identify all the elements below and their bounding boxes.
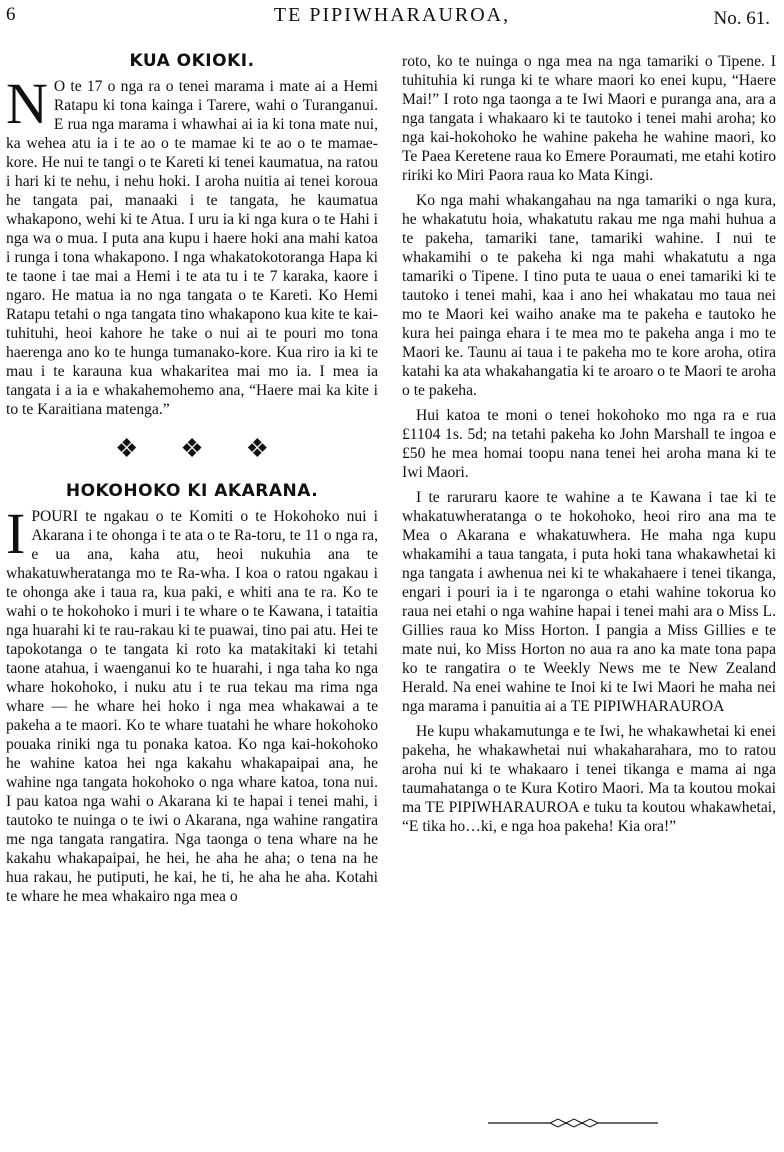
page-number: 6 (6, 4, 16, 25)
drop-cap: N (6, 71, 48, 136)
article-heading-hokohoko: HOKOHOKO KI AKARANA. (65, 481, 319, 501)
paragraph-text: POURI te ngakau o te Komiti o te Hokohoko nui i Akarana i te ohonga i te ata o te Ra-toru, te 11 o nga ra, e ua ana, kaha atu, heoi nukuhia ana te whakatuwheratanga mo te Ra-wha. I koa o ratou ngakau i te ohonga ake i taua ra, kua paki, e whiti ana te ra. Ko te wahi o te hokohoko i muri i te whare o te Kawana, i tataitia nga huarahi ki te rau-rakau ki te puawai, tino pai atu. Hei te tapokotanga o te tangata ki roto ka matakitaki ki tetahi taone atahua, i waenganui ko te huarahi, i nga taha ko nga whare hokohoko, i nuku atu i te rua tekau ma rima nga whare — he whare hei hoko i nga mea whakawai a te pakeha a te maori. Ko te whare tuatahi he whare hokohoko pouaka riniki nga tu ponaka katoa. Ko nga kai-hokohoko he wahine katoa hei nga kakahu whakapaipai ana, he wahine nga tangata hokohoko o nga whare katoa, tona nui. I pau katoa nga wahi o Akarana ki te hapai i tenei mahi, i tautoko te nuinga o te iwi o Akarana, nga wahine rangatira me nga tangata rangatira. Nga taonga o tena whare na he kakahu whakapaipai, he hei, he aha he aha; o tena na he hua rakau, he putiputi, he kai, he ti, he aha he aha. Kotahi te whare he mea whakairo nga mea o (6, 508, 378, 905)
article-paragraph: Ko nga mahi whakangahau na nga tamariki o nga kura, he whakatutu hoia, whakatutu rakau me nga mahi huhua a te pakeha, tamariki tane, tamariki wahine. I nui te whakamihi o te pakeha ki nga mahi whakatutu a nga tamariki o Tipene. I tino puta te uaua o enei tamariki ki te tautoko i tenei mahi, kaa i ano hei whakatau mo taua nei mo te Maori kei waiho anake ma te pakeha e tautoko he kura hei painga ehara i te mea mo te pakeha anga i mo te Maori ke. Taunu ai taua i te pakeha mo te kore aroha, otira katahi ka ata whakahangatia ki te aroaro o te Maori te aroha o te pakeha. (402, 192, 776, 399)
issue-number: No. 61. (713, 8, 770, 29)
ornament-glyph: ❖ (245, 434, 311, 463)
right-column (402, 52, 776, 842)
article-paragraph: He kupu whakamutunga e te Iwi, he whakawhetai ki enei pakeha, he whakawhetai nui whakaharahara, mo to ratou aroha nui ki te whakaaro i tenei tikanga e mama ai nga taumahatanga o te Kura Kotiro Maori. Ma ta koutou mokai ma TE PIPIWHARAUROA e tuku ta koutou whakawhetai, “E tika ho…ki, e nga hoa pakeha! Kia ora!” (402, 723, 776, 835)
article-paragraph: roto, ko te nuinga o nga mea na nga tamariki o Tipene. I tuhituhia ki runga ki te whare maori ko enei kupu, “Haere Mai!” I roto nga taonga a te Iwi Maori e puranga ana, ara a nga tangata i whakaaro ki te tautoko i tenei mahi aroha; ko nga kai-hokohoko he wahine pakeha he wahine maori, ko Te Paea Keretene raua ko Emere Poraumati, me etahi kotiro ririki ko Miri Paora raua ko Mata Kingi. (402, 53, 776, 184)
ornament-glyph: ❖ (115, 434, 181, 463)
article-heading-kua-okioki: KUA OKIOKI. (129, 51, 255, 71)
article-paragraph: I te raruraru kaore te wahine a te Kawana i tae ki te whakatuwheratanga o te hokohoko, heoi riro ana ma te Mea o Akarana e whakatuwhera. He maha nga kupu whakamihi a taua tangata, i puta hoki tana whakawhetai ki nga tangata i awhenua nei ki te whakahaere i tenei tikanga, engari i pouri ia i te ngaronga o etahi wahine tokorua ko raua nei etahi o nga wahine hapai i tenei mahi ara o Miss L. Gillies raua ko Miss Horton. I pangia a Miss Gillies e te mate nui, ko Miss Horton no aua ra ano ka mate tona papa ko te rangatira o te Weekly News me te New Zealand Herald. Na enei wahine te Inoi ki te Iwi Maori he maha nei nga marama i panuitia ai a TE PIPIWHARAUROA (402, 489, 776, 715)
ornament-glyph: ❖ (180, 434, 246, 463)
article-paragraph (6, 71, 378, 419)
section-ornament (6, 434, 378, 463)
drop-cap: I (6, 501, 26, 566)
left-column (6, 52, 378, 912)
publication-title: TE PIPIWHARAUROA, (273, 4, 511, 26)
article-paragraph (6, 501, 378, 906)
article-paragraph: Hui katoa te moni o tenei hokohoko mo nga ra e rua £1104 1s. 5d; na tetahi pakeha ko John Marshall te ingoa e £50 he mea homai toopu nana tenei hei aroha mana ki te Iwi Maori. (402, 407, 776, 481)
running-header (6, 4, 778, 34)
paragraph-text: O te 17 o nga ra o tenei marama i mate ai a Hemi Ratapu ki tona kainga i Tarere, wahi o Turanganui. E rua nga marama i whawhai ai ia ki tona mate nui, ka wehea atu ia i te ao o te mamae ki te ao o te mamae-kore. He nui te tangi o te Kareti ki tenei kaumatua, na ratou i hari ki te nehu, i nehu hoki. I aroha nuitia ai tenei koroua he tangata pai, manaaki i te tangata, he kaumatua whakapono, wehi ki te Atua. I uru ia ki nga kura o te Hahi i nga wa o mua. I puta ana kupu i haere hoki ana mahi katoa i runga i tona whakapono. I nga whakatokotoranga Hapa ki te taone i tae mai a Hemi i te ata tu i te 7 karaka, kaore i ngaro. He matua ia no nga tangata o te Kareti. Ko Hemi Ratapu tetahi o nga tangata tino whakapono kua kite te kai-tuhituhi, heoi kahore he take o nui ai te pouri mo tona haerenga ano ko te hunga tumanako-kore. Kua riro ia ki te mau i te karauna kua whakaritea mai mo ia. I mea ia tangata i a ia e whakahemohemo ana, “Haere mai ka kite i to te Karaitiana matenga.” (6, 78, 378, 418)
end-rule-ornament (488, 1116, 658, 1130)
